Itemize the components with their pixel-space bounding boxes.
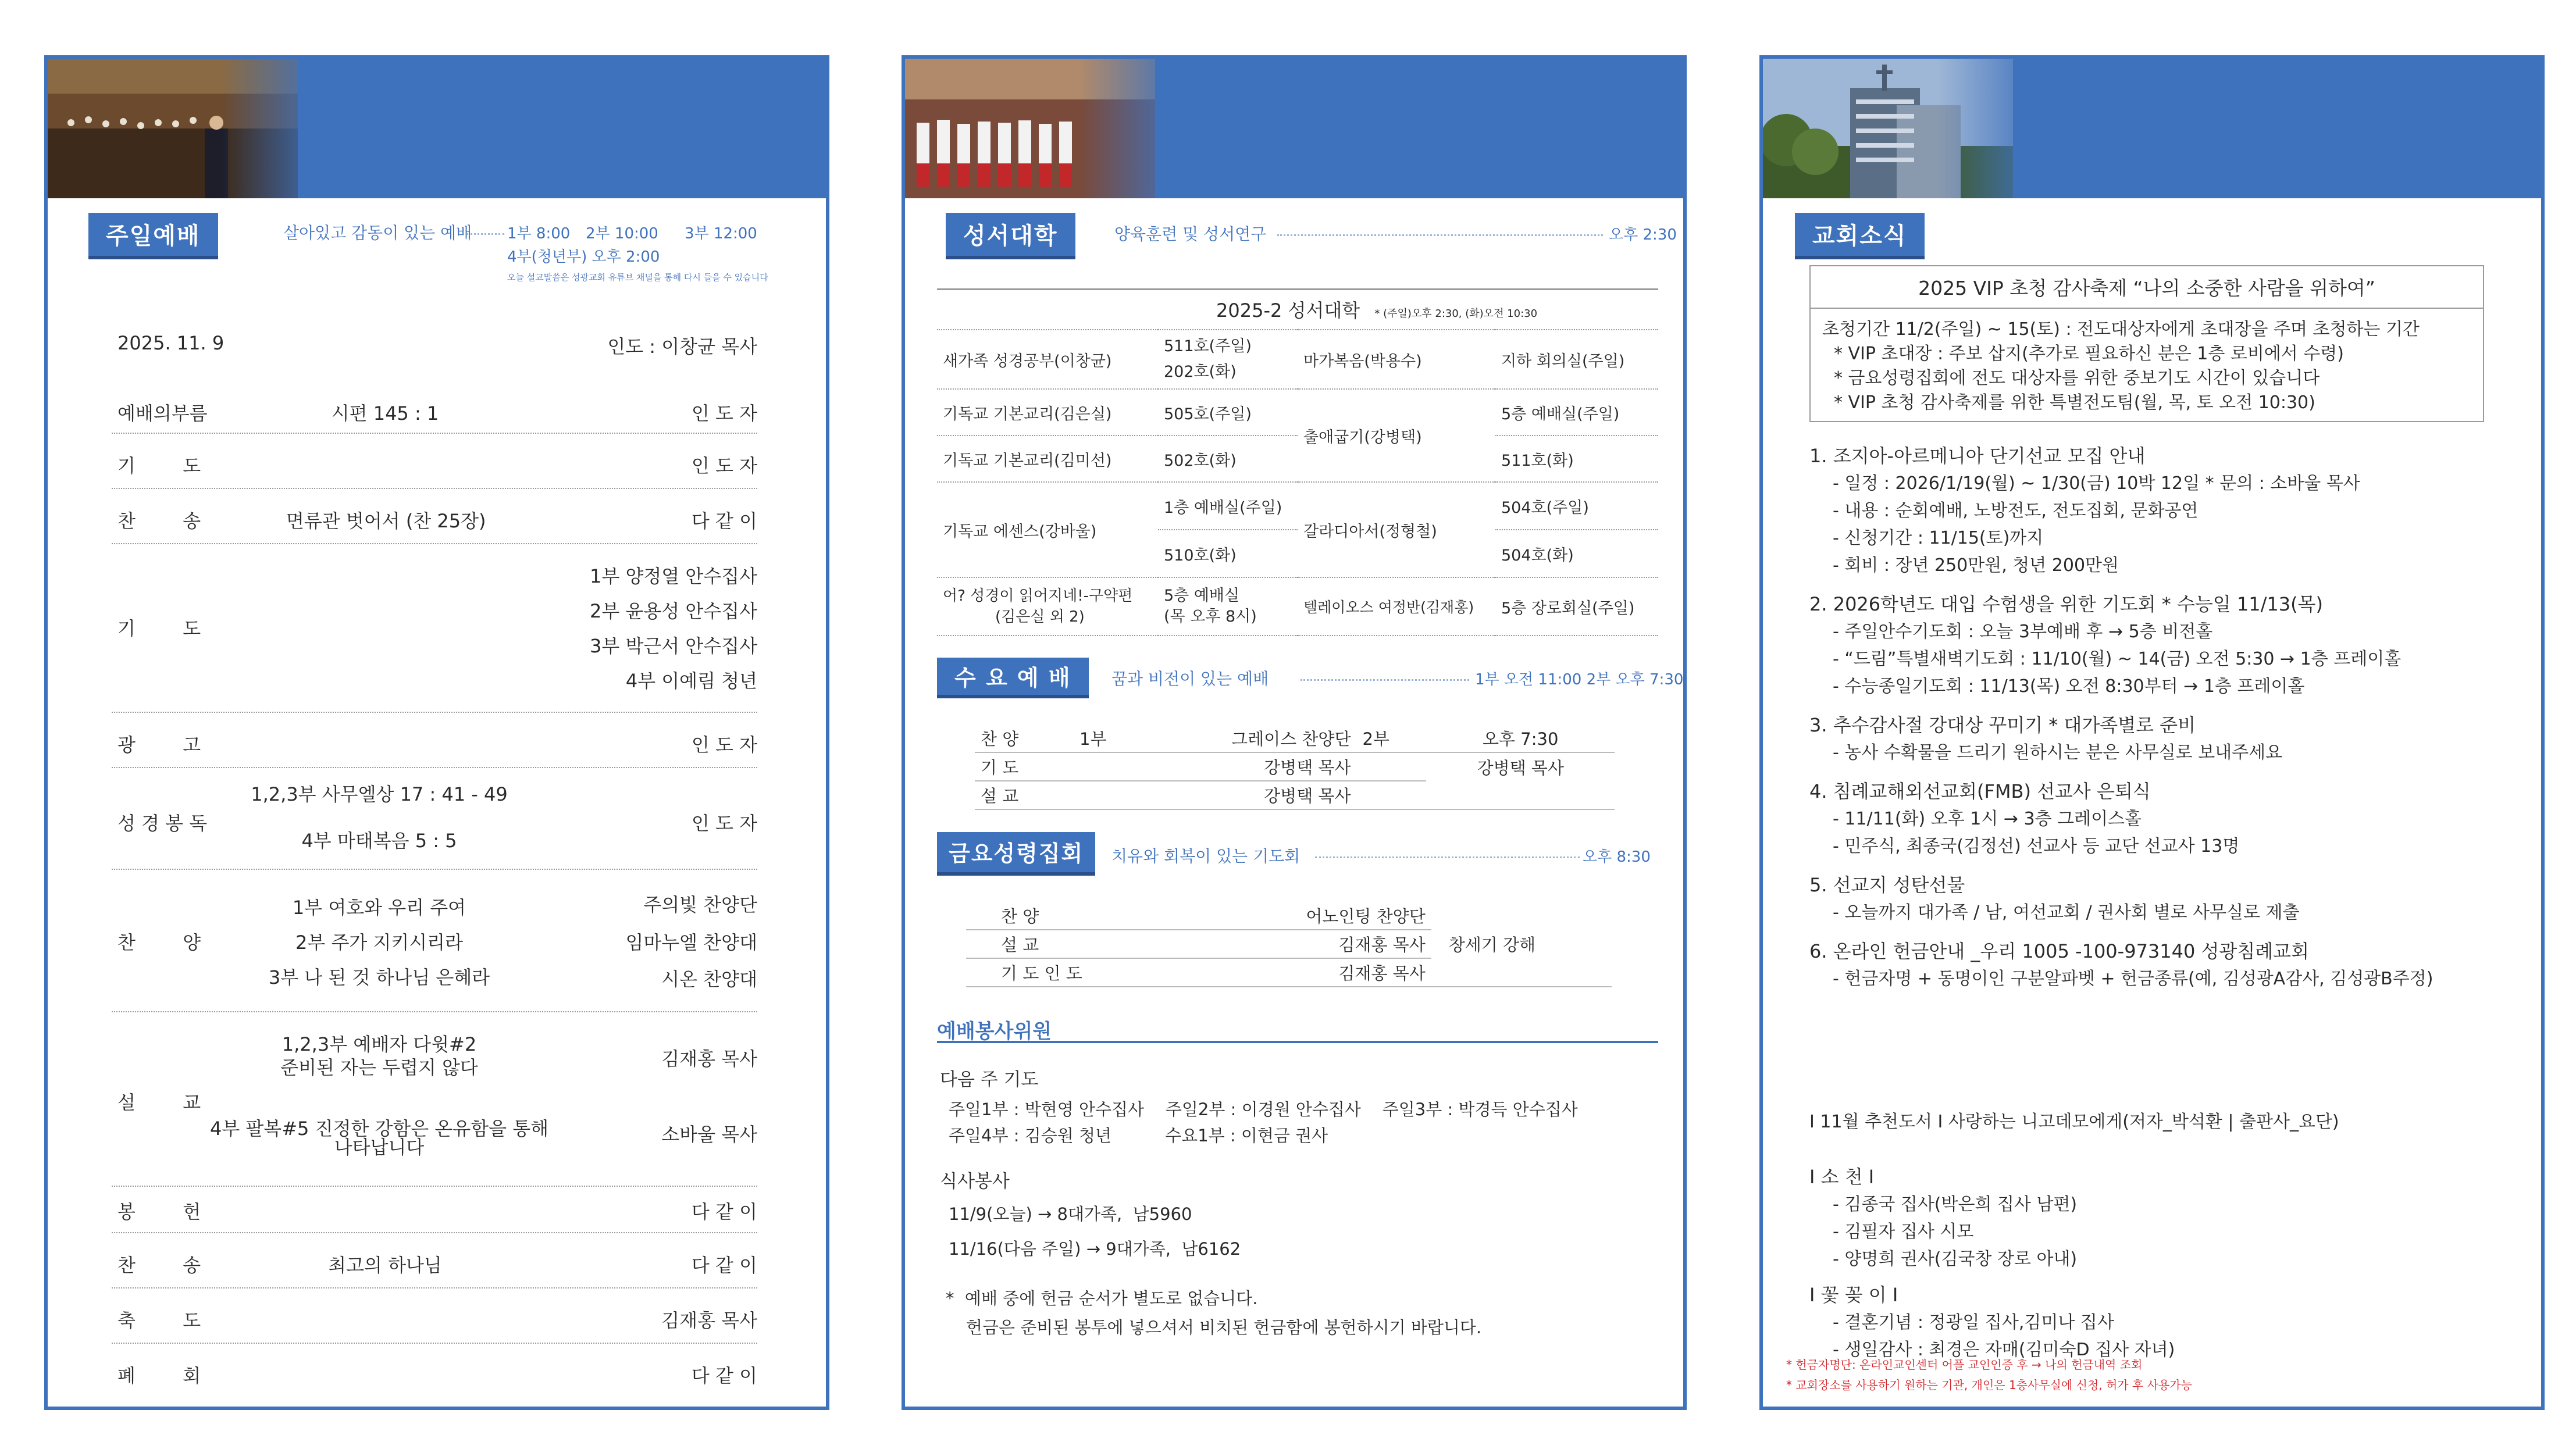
- order-label: 봉 헌: [117, 1201, 201, 1223]
- order-person: 다 같 이: [691, 510, 757, 532]
- section-title: 교회소식: [1795, 213, 1925, 259]
- scripture-line: 1,2,3부 사무엘상 17 : 41 - 49: [251, 783, 508, 805]
- room-time: (목 오후 8시): [1164, 608, 1257, 626]
- order-label: 설 교: [966, 930, 1088, 958]
- order-person: 어노인팅 찬양단: [1088, 902, 1431, 930]
- footer-note: * 교회장소를 사용하기 원하는 기관, 개인은 1층사무실에 신청, 허가 후 사용가능: [1786, 1378, 2192, 1392]
- room: 202호(화): [1164, 363, 1237, 381]
- news-detail: - 민주식, 최종국(김정선) 선교사 등 교단 선교사 13명: [1833, 836, 2240, 856]
- class-room: 5층 장로회실(주일): [1495, 577, 1658, 636]
- order-row: [112, 489, 757, 544]
- order-label: 찬 양: [966, 902, 1088, 930]
- condolence-item: - 김종국 집사(박은희 집사 남편): [1833, 1194, 2078, 1215]
- order-person: 김재홍 목사: [1088, 958, 1431, 987]
- class-name: 기독교 기본교리(김은실): [937, 389, 1158, 436]
- bible-college-panel: [902, 55, 1687, 1410]
- order-person: 강병택 목사: [1112, 752, 1356, 781]
- offering-note: * 예배 중에 헌금 순서가 별도로 없습니다.: [946, 1288, 1258, 1308]
- table-row: [975, 781, 1615, 809]
- class-name: 텔레이오스 여정반(김재홍): [1298, 577, 1495, 636]
- scripture-line: 4부 마태복음 5 : 5: [301, 830, 457, 852]
- dotted-leader: [1315, 856, 1580, 858]
- service-time-3: 3부 12:00: [685, 225, 757, 242]
- section-subtitle: 꿈과 비전이 있는 예배: [1111, 669, 1269, 688]
- section-time: 오후 8:30: [1583, 848, 1651, 866]
- news-heading: 4. 침례교해외선교회(FMB) 선교사 은퇴식: [1809, 780, 2151, 802]
- news-detail: - 오늘까지 대가족 / 남, 여선교회 / 권사회 별로 사무실로 제출: [1833, 902, 2300, 923]
- bible-college-header: [937, 288, 1658, 329]
- order-content: 시편 145 : 1: [331, 402, 439, 424]
- room: 5층 예배실: [1164, 587, 1240, 605]
- section-title: 수 요 예 배: [937, 658, 1089, 698]
- next-prayer-line: 주일4부 : 김승원 청년 수요1부 : 이현금 권사: [949, 1126, 1328, 1145]
- section-subtitle: 양육훈련 및 성서연구: [1114, 224, 1267, 244]
- prayer-person: 4부 이예림 청년: [625, 670, 757, 692]
- table-row: [937, 482, 1658, 530]
- order-label: 축 도: [117, 1309, 201, 1332]
- class-room: 1층 예배실(주일): [1158, 482, 1298, 530]
- next-prayer-line: 주일1부 : 박현영 안수집사 주일2부 : 이경원 안수집사 주일3부 : 박경득 안수집사: [949, 1100, 1578, 1119]
- photo-fade: [1937, 59, 2042, 198]
- order-content: 최고의 하나님: [328, 1254, 442, 1276]
- praise-song: 2부 주가 지키시리라: [295, 931, 463, 954]
- section-title: 성서대학: [946, 213, 1075, 259]
- order-person: 다 같 이: [691, 1201, 757, 1223]
- vip-line: 초청기간 11/2(주일) ~ 15(토) : 전도대상자에게 초대장을 주며 초청하는 기간: [1822, 319, 2420, 340]
- sunday-worship-panel: [44, 55, 829, 1410]
- news-detail: - 헌금자명 + 동명이인 구분알파벳 + 헌금종류(예, 김성광A감사, 김성광B주정): [1833, 969, 2434, 989]
- vip-line: * VIP 초대장 : 주보 삽지(추가로 필요하신 분은 1층 로비에서 수령): [1834, 344, 2344, 364]
- choir: 시온 찬양대: [661, 968, 757, 990]
- part-label: 2부: [1356, 724, 1426, 752]
- order-row: [112, 1187, 757, 1233]
- choir: 주의빛 찬양단: [643, 894, 757, 916]
- bible-college-term: 2025-2 성서대학: [1216, 299, 1360, 322]
- banner: [1763, 59, 2541, 198]
- service-time-2: 2부 10:00: [586, 225, 658, 242]
- class-teacher: (김은실 외 2): [995, 608, 1085, 626]
- order-person: 인 도 자: [691, 455, 757, 477]
- dotted-leader: [1277, 234, 1603, 236]
- preacher: 소바울 목사: [661, 1123, 757, 1145]
- table-row: [966, 902, 1612, 930]
- news-heading: 1. 조지아-아르메니아 단기선교 모집 안내: [1809, 445, 2146, 467]
- sermon-series: 창세기 강해: [1431, 902, 1612, 987]
- class-name: 기독교 에센스(강바울): [937, 482, 1158, 577]
- order-person: 인 도 자: [691, 734, 757, 756]
- bible-class-table: [937, 329, 1658, 636]
- order-person: 인 도 자: [691, 812, 757, 834]
- prayer-person: 1부 양정열 안수집사: [590, 565, 757, 587]
- order-label: 폐 회: [117, 1365, 201, 1387]
- news-detail: - 수능종일기도회 : 11/13(목) 오전 8:30부터 → 1층 프레이홀: [1833, 676, 2305, 697]
- table-row: [975, 724, 1615, 752]
- condolence-section: [1809, 1163, 2519, 1364]
- order-label: 기 도: [117, 455, 201, 477]
- prayer-person: 3부 박근서 안수집사: [590, 635, 757, 657]
- wednesday-order-table: [975, 724, 1615, 810]
- table-row: [937, 389, 1658, 436]
- sermon-title: 나타납니다: [334, 1136, 425, 1158]
- order-row: [112, 1233, 757, 1288]
- flower-item: - 생일감사 : 최경은 자매(김미숙D 집사 자녀): [1833, 1340, 2175, 1360]
- photo-fade: [222, 59, 327, 198]
- class-name: 새가족 성경공부(이창균): [937, 330, 1158, 389]
- class-room: 504호(주일): [1495, 482, 1658, 530]
- order-row: [112, 434, 757, 489]
- section-title: 주일예배: [88, 213, 218, 259]
- order-label: 찬 양: [117, 931, 201, 954]
- order-label: 설 교: [975, 781, 1074, 809]
- order-person: 김재홍 목사: [661, 1309, 757, 1332]
- church-news-panel: [1759, 55, 2545, 1410]
- class-name: 마가복음(박용수): [1298, 330, 1495, 389]
- order-label: 기 도: [117, 618, 201, 640]
- condolence-title: I 소 천 I: [1809, 1166, 1875, 1188]
- flower-item: - 결혼기념 : 정광일 집사,김미나 집사: [1833, 1312, 2114, 1333]
- condolence-item: - 김필자 집사 시모: [1833, 1222, 1974, 1242]
- vip-line: * 금요성령집회에 전도 대상자를 위한 중보기도 시간이 있습니다: [1834, 368, 2320, 388]
- service-time-4: 4부(청년부) 오후 2:00: [507, 248, 660, 266]
- flower-title: I 꽃 꽂 이 I: [1809, 1284, 1898, 1306]
- sermon-row: [112, 1012, 757, 1187]
- banner: [905, 59, 1683, 198]
- order-label: 찬 송: [117, 510, 201, 532]
- meal-line: 11/9(오늘) → 8대가족, 남5960: [949, 1204, 1192, 1224]
- friday-order-table: [966, 902, 1612, 987]
- order-row: [112, 1344, 757, 1396]
- offering-note: 헌금은 준비된 봉투에 넣으셔서 비치된 헌금함에 봉헌하시기 바랍니다.: [966, 1318, 1482, 1337]
- class-room: 510호(화): [1158, 530, 1298, 577]
- order-person: 다 같 이: [691, 1365, 757, 1387]
- news-list: [1809, 442, 2519, 993]
- class-room: 511호(화): [1495, 436, 1658, 482]
- order-label: 성 경 봉 독: [117, 812, 208, 834]
- class-room: 502호(화): [1158, 436, 1298, 482]
- choir: 임마누엘 찬양대: [625, 931, 757, 954]
- class-name: 기독교 기본교리(김미선): [937, 436, 1158, 482]
- worship-leader: 인도 : 이창균 목사: [607, 335, 757, 358]
- section-subtitle: 살아있고 감동이 있는 예배: [283, 223, 472, 242]
- preacher: 김재홍 목사: [661, 1048, 757, 1070]
- class-title: 어? 성경이 읽어지네!-구약편: [943, 587, 1133, 605]
- section-title: 금요성령집회: [937, 832, 1095, 876]
- meal-line: 11/16(다음 주일) → 9대가족, 남6162: [949, 1239, 1241, 1259]
- news-heading: 3. 추수감사절 강대상 꾸미기 * 대가족별로 준비: [1809, 714, 2196, 736]
- class-room: 504호(화): [1495, 530, 1658, 577]
- order-label: 찬 양: [975, 724, 1074, 752]
- news-detail: - 11/11(화) 오후 1시 → 3층 그레이스홀: [1833, 809, 2142, 829]
- order-label: 광 고: [117, 734, 201, 756]
- photo-fade: [1079, 59, 1184, 198]
- prayer-row: [112, 544, 757, 713]
- news-detail: - 내용 : 순회예배, 노방전도, 전도집회, 문화공연: [1833, 501, 2199, 521]
- praise-row: [112, 870, 757, 1012]
- order-person: 강병택 목사: [1112, 781, 1356, 809]
- scripture-row: [112, 768, 757, 870]
- order-label: 설 교: [117, 1091, 201, 1113]
- order-row: [112, 1288, 757, 1344]
- news-detail: - 회비 : 장년 250만원, 청년 200만원: [1833, 555, 2119, 576]
- praise-song: 3부 나 된 것 하나님 은혜라: [268, 966, 490, 988]
- next-prayer-title: 다음 주 기도: [940, 1069, 1039, 1090]
- order-label: 찬 송: [117, 1254, 201, 1276]
- order-person: 김재홍 목사: [1088, 930, 1431, 958]
- news-detail: - 신청기간 : 11/15(토)까지: [1833, 528, 2044, 548]
- sermon-title: 4부 팔복#5 진정한 강함은 온유함을 통해: [209, 1118, 549, 1140]
- news-heading: 5. 선교지 성탄선물: [1809, 874, 1965, 896]
- meal-title: 식사봉사: [940, 1171, 1010, 1192]
- table-row: [975, 752, 1615, 781]
- dotted-leader: [1301, 679, 1469, 681]
- section-time: 1부 오전 11:00 2부 오후 7:30: [1475, 671, 1684, 688]
- notice-row: [112, 713, 757, 768]
- order-person: 인 도 자: [691, 402, 757, 424]
- vip-line: * VIP 초청 감사축제를 위한 특별전도팀(월, 목, 토 오전 10:30): [1834, 392, 2315, 413]
- news-detail: - 농사 수확물을 드리기 원하시는 분은 사무실로 보내주세요: [1833, 743, 2283, 763]
- order-label: 기 도 인 도: [966, 958, 1088, 987]
- vip-festival-details: [1809, 309, 2484, 422]
- order-label: 예배의부름: [117, 402, 208, 424]
- youtube-note: 오늘 설교말씀은 성광교회 유튜브 채널을 통해 다시 들을 수 있습니다: [507, 272, 768, 283]
- footer-note: * 헌금자명단: 온라인교인센터 어플 교인인증 후 → 나의 헌금내역 조회: [1786, 1358, 2143, 1372]
- news-detail: - 주일안수기도회 : 오늘 3부예배 후 → 5층 비전홀: [1833, 622, 2213, 642]
- class-name: 갈라디아서(정형철): [1298, 482, 1495, 577]
- order-row: [112, 387, 757, 434]
- prayer-person: 2부 윤용성 안수집사: [590, 600, 757, 622]
- class-room: [1158, 577, 1298, 636]
- banner: [48, 59, 826, 198]
- class-name: [937, 577, 1158, 636]
- condolence-item: - 양명희 권사(김국창 장로 아내): [1833, 1249, 2078, 1269]
- order-label: 기 도: [975, 752, 1074, 781]
- news-detail: - “드림”특별새벽기도회 : 11/10(월) ~ 14(금) 오전 5:30 → 1층 프레이홀: [1833, 649, 2402, 669]
- sermon-title: 준비된 자는 두렵지 않다: [280, 1056, 478, 1079]
- worship-date-row: [112, 326, 757, 361]
- part-label: 1부: [1074, 724, 1112, 752]
- section-time: 오후 2:30: [1609, 226, 1677, 244]
- worship-date: 2025. 11. 9: [117, 332, 225, 354]
- table-row: [937, 577, 1658, 636]
- class-name: 출애굽기(강병택): [1298, 389, 1495, 482]
- news-detail: - 일정 : 2026/1/19(월) ~ 1/30(금) 10박 12일 * 문의 : 소바울 목사: [1833, 473, 2360, 494]
- order-content: 면류관 벗어서 (찬 25장): [286, 510, 486, 532]
- dotted-leader: [466, 233, 504, 235]
- class-room: 5층 예배실(주일): [1495, 389, 1658, 436]
- class-room: [1158, 330, 1298, 389]
- order-person: 그레이스 찬양단: [1112, 724, 1356, 752]
- room: 511호(주일): [1164, 337, 1252, 355]
- class-room: 지하 회의실(주일): [1495, 330, 1658, 389]
- news-heading: 6. 온라인 헌금안내 _우리 1005 -100-973140 성광침례교회: [1809, 940, 2310, 962]
- praise-song: 1부 여호와 우리 주여: [292, 897, 466, 919]
- volunteer-title: 예배봉사위원: [937, 1015, 1658, 1043]
- order-person: 강병택 목사: [1477, 758, 1564, 778]
- recommended-book: I 11월 추천도서 I 사랑하는 니고데모에게(저자_박석환 | 출판사_요단): [1809, 1112, 2339, 1132]
- table-row: [937, 330, 1658, 389]
- order-person: 다 같 이: [691, 1254, 757, 1276]
- sermon-title: 1,2,3부 예배자 다윗#2: [282, 1033, 477, 1055]
- service-time-1: 1부 8:00: [507, 225, 571, 242]
- part-time: 오후 7:30: [1426, 724, 1615, 752]
- class-room: 505호(주일): [1158, 389, 1298, 436]
- news-heading: 2. 2026학년도 대입 수험생을 위한 기도회 * 수능일 11/13(목): [1809, 593, 2323, 615]
- vip-festival-title: 2025 VIP 초청 감사축제 “나의 소중한 사람을 위하여”: [1809, 265, 2484, 309]
- bible-college-schedule: * (주일)오후 2:30, (화)오전 10:30: [1374, 308, 1538, 320]
- section-subtitle: 치유와 회복이 있는 기도회: [1111, 847, 1301, 866]
